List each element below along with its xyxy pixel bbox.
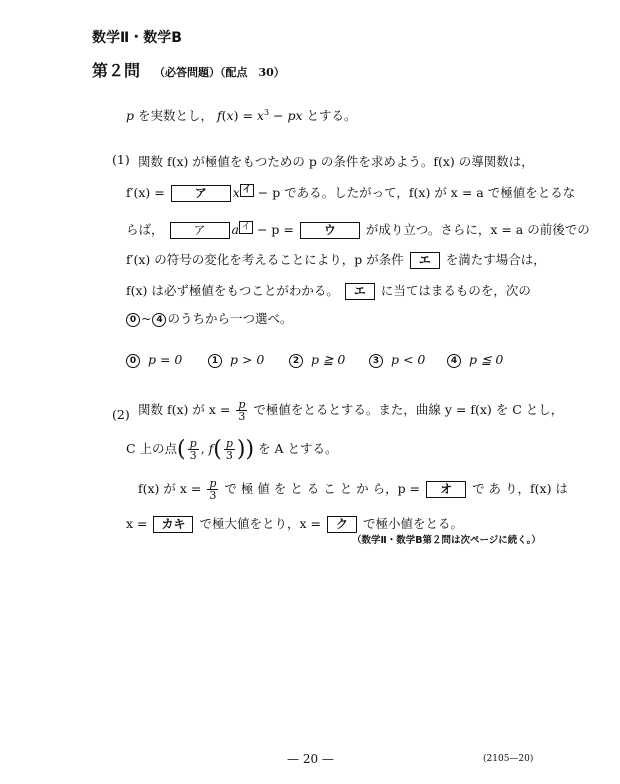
part2-line2: C 上の点( $\frac{p}{3}$ , f( $\frac{p}{3}$ )) を A とする。 [126,437,338,462]
choice-2[interactable] [289,352,345,368]
answer-box-e-ref: エ [345,283,375,300]
answer-box-u[interactable]: ウ [300,222,360,239]
p2-line2-pre: C 上の点 [126,441,178,456]
point-a-x: $\frac{p}{3}$ [189,437,197,462]
p2-line4-post: で極小値をとる。 [362,516,463,531]
choice-4[interactable] [447,352,503,368]
exam-code: (2105—20) [483,754,534,764]
p2-line2-post: を A とする。 [258,441,338,456]
choice-3[interactable] [369,352,425,368]
problem-heading [92,58,285,81]
intro-line: p を実数とし， $f(x) = x^3$ − px とする。 [126,107,357,123]
choice-0[interactable] [126,352,182,368]
line3-pre: らば， [126,222,164,237]
part2-label: (2) [112,407,130,422]
continuation-note: （数学Ⅱ・数学B第２問は次ページに続く。） [352,535,541,546]
line5-post: に当てはまるものを，次の [380,283,531,298]
answer-box-i[interactable]: イ [240,184,254,197]
page-number: — 20 — [287,752,334,766]
choice-text: p = 0 [148,352,183,367]
part2-line3 [138,478,568,501]
line3-mid: − p = [256,222,294,237]
intro-a: を実数とし， [138,108,214,123]
answer-box-e[interactable]: エ [410,252,440,269]
answer-box-kaki[interactable]: カキ [153,516,193,533]
answer-box-o[interactable]: オ [426,481,466,498]
answer-box-i-ref: イ [239,221,253,234]
p2-line3-mid: で 極 値 を と る こ と か ら，p = [224,481,421,496]
problem-note: （必答問題）（配点 30） [154,66,285,79]
choice-num-icon: 2 [289,354,303,368]
part1-line5 [126,281,531,300]
function-def: f [217,108,222,123]
part1-label: (1) [112,152,130,167]
part1-line3: らば， ア a イ − p = ウ が成り立つ。さらに，x = a の前後での [126,221,590,237]
choice-4-icon: 4 [152,313,166,327]
choice-num-icon: 0 [126,354,140,368]
choice-0-icon: 0 [126,313,140,327]
problem-number: 第２問 [92,61,141,80]
line3-post: が成り立つ。さらに，x = a の前後での [365,222,590,237]
line4-post: を満たす場合は， [445,252,546,267]
choice-text: p > 0 [230,352,265,367]
choice-num-icon: 1 [208,354,222,368]
answer-box-a[interactable]: ア [171,185,231,202]
line6-text: のうちから一つ選べ。 [167,311,293,326]
choice-text: p < 0 [391,352,426,367]
part2-line1 [138,399,563,422]
subject-title: 数学Ⅱ・数学B [92,30,182,46]
part2-line4 [126,514,463,533]
point-a-fx: $\frac{p}{3}$ [225,437,233,462]
line4-pre: f′(x) の符号の変化を考えることにより，p が条件 [126,252,404,267]
fraction-p-over-3: $\frac{p}{3}$ [238,398,246,423]
p2-line1-pre: 関数 f(x) が x = [138,402,231,417]
var-p: p [126,108,135,123]
line2-pre: f′(x) = [126,185,165,200]
choice-text: p ≦ 0 [469,352,504,367]
answer-box-ku[interactable]: ク [327,516,357,533]
answer-box-a-ref: ア [170,222,230,239]
part1-line2: f′(x) = ア x イ − p である。したがって，f(x) が x = a で極値をとるな [126,184,576,200]
choice-1[interactable] [208,352,264,368]
part1-line6: 0 ~ 4 のうちから一つ選べ。 [126,309,293,327]
fraction-p-over-3-b: $\frac{p}{3}$ [209,477,217,502]
choice-text: p ≧ 0 [311,352,346,367]
intro-b: とする。 [306,108,357,123]
p2-line4-mid: で極大値をとり，x = [199,516,321,531]
p2-line3-post: で あ り，f(x) は [472,481,568,496]
p2-line1-post: で極値をとるとする。また，曲線 y = f(x) を C とし， [253,402,564,417]
p2-line4-pre: x = [126,516,148,531]
p2-line3-pre: f(x) が x = [138,481,202,496]
part1-line4 [126,250,546,269]
choice-num-icon: 4 [447,354,461,368]
line2-post: − p である。したがって，f(x) が x = a で極値をとるな [257,185,576,200]
part1-line1: 関数 f(x) が極値をもつための p の条件を求めよう。f(x) の導関数は， [138,154,534,169]
line5-pre: f(x) は必ず極値をもつことがわかる。 [126,283,339,298]
choice-num-icon: 3 [369,354,383,368]
